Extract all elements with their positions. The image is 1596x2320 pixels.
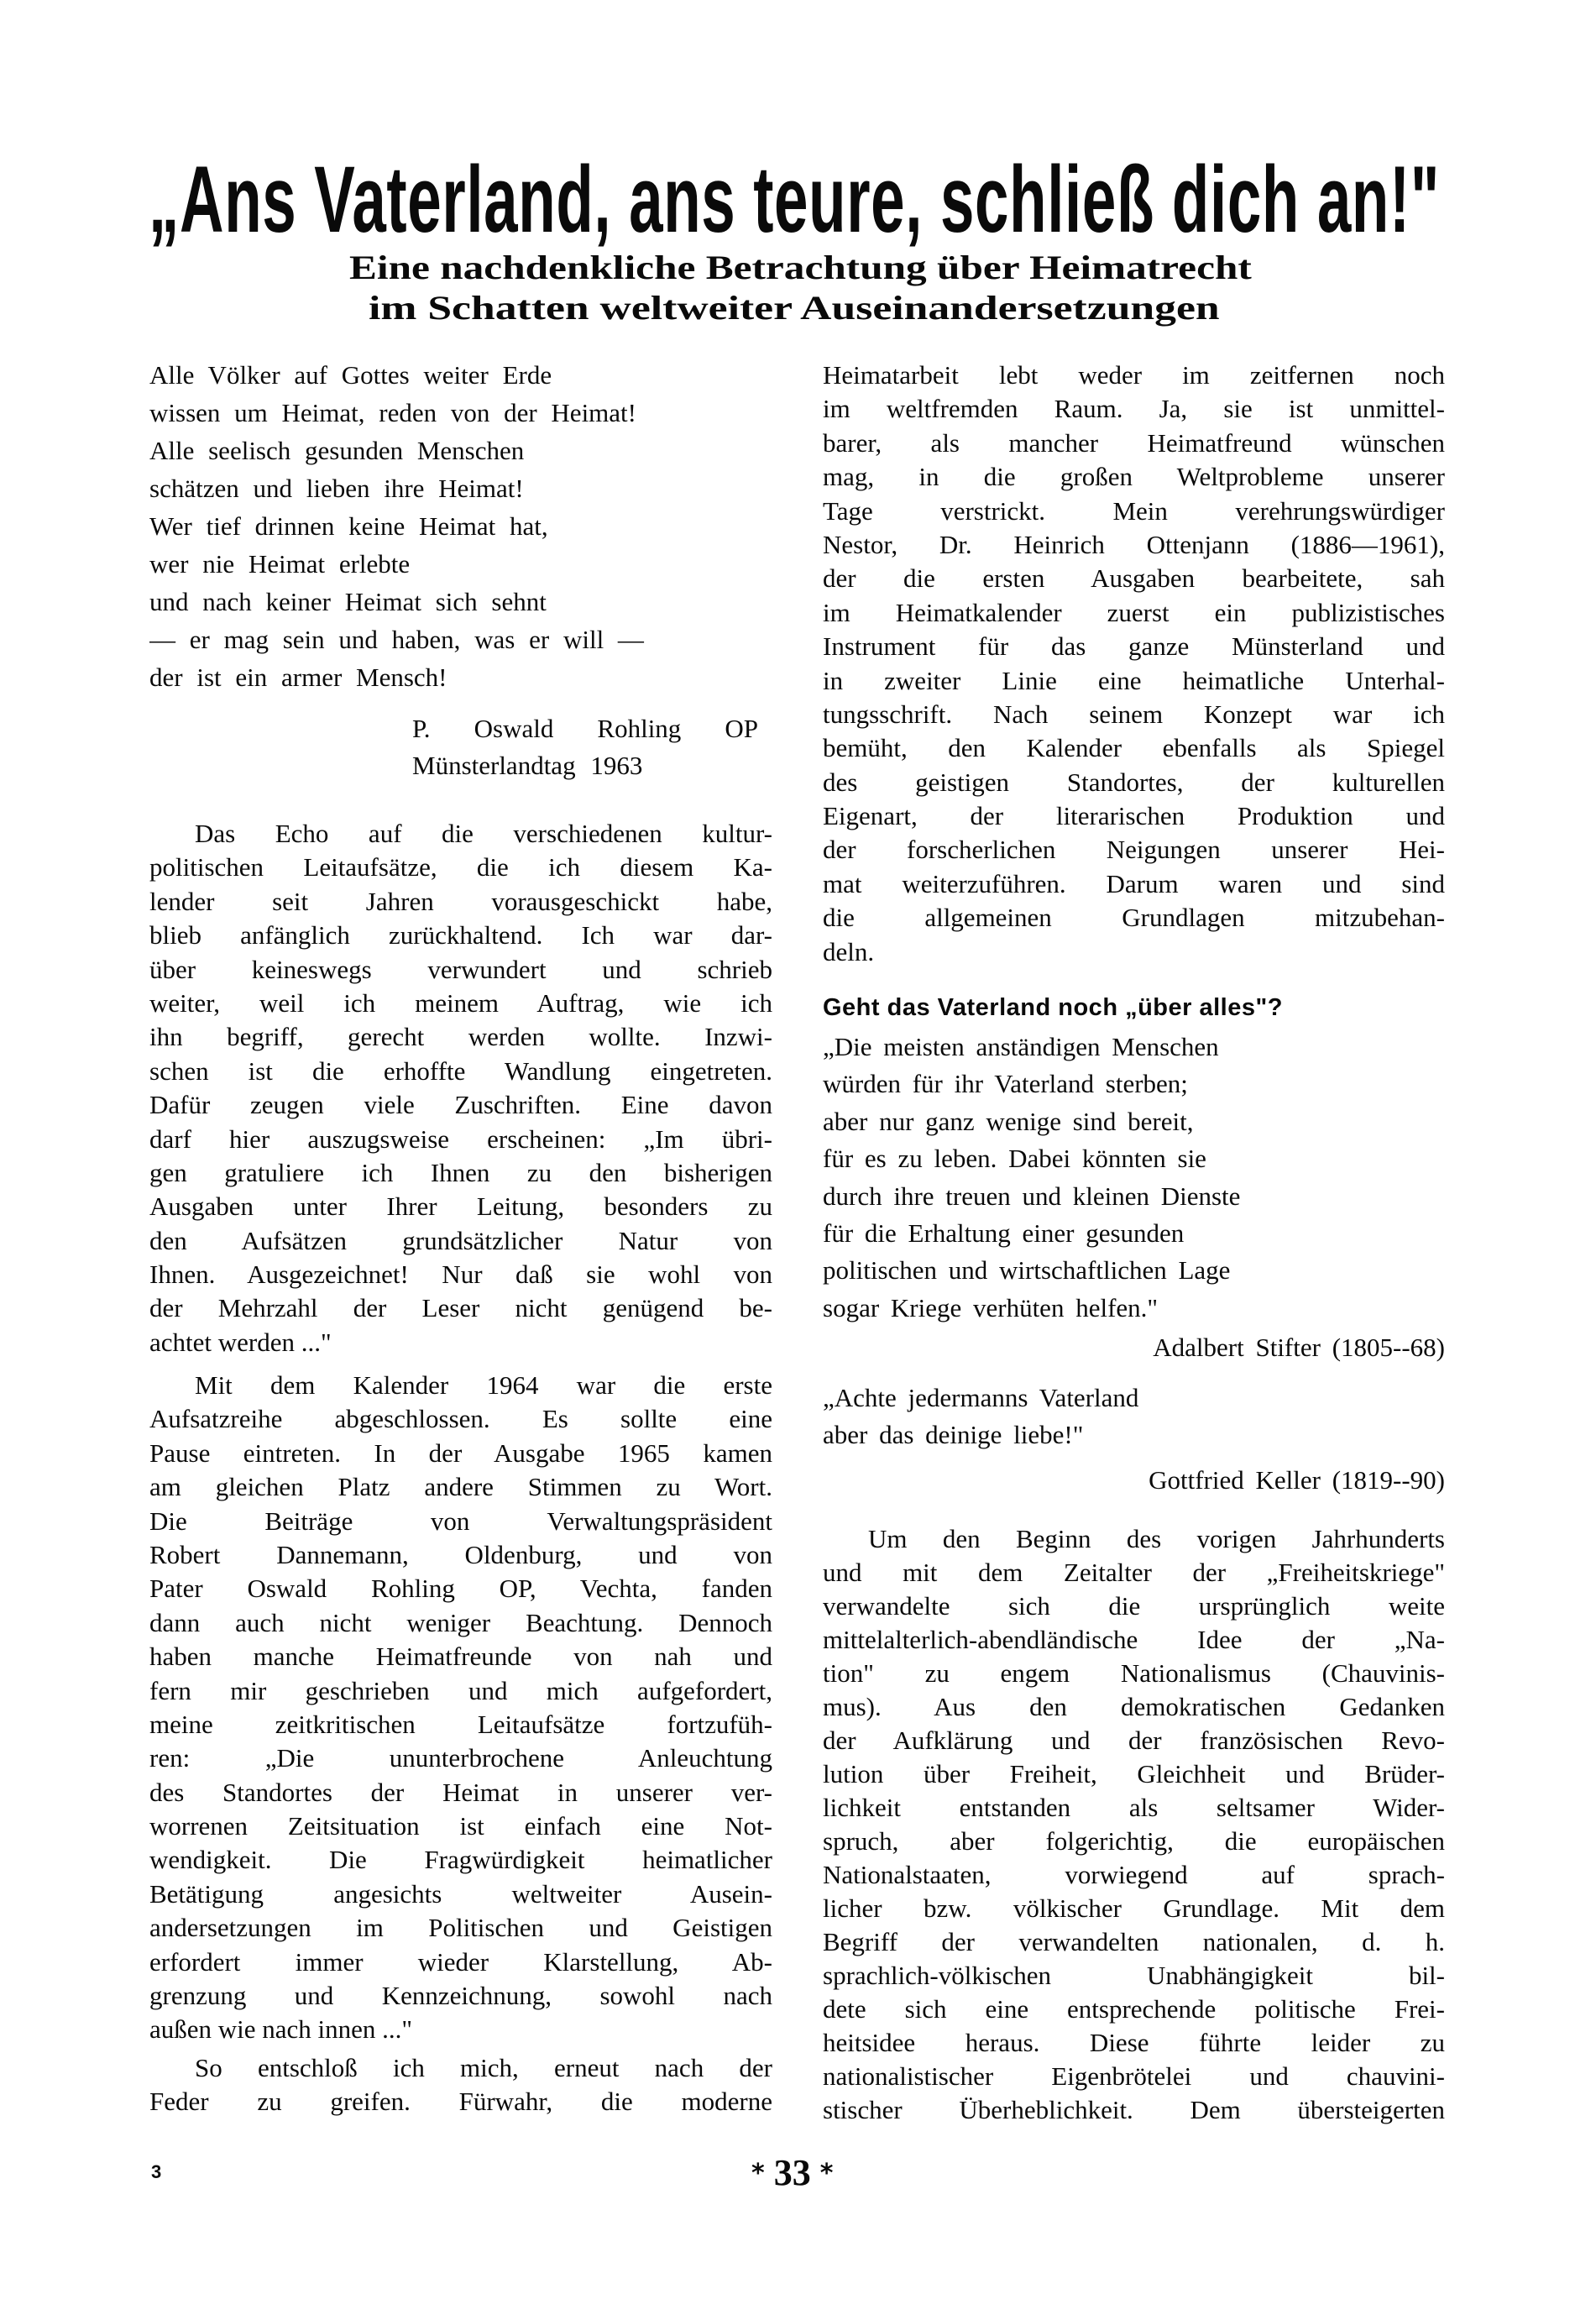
text-line: andersetzungen im Politischen und Geistigen [149,1913,772,1943]
text-line: Das Echo auf die verschiedenen kultur- [195,819,772,848]
poem-line: der ist ein armer Mensch! [149,662,447,692]
text-line: Um den Beginn des vorigen Jahrhunderts [868,1524,1445,1553]
text-line: nationalistischer Eigenbrötelei und chauvini- [823,2061,1445,2091]
text-line: Aufsatzreihe abgeschlossen. Es sollte eine [149,1404,772,1434]
paragraph-kalender-1964 [149,1369,772,2047]
text-line: lichkeit entstanden als seltsamer Wider- [823,1793,1445,1822]
text-line: blieb anfänglich zurückhaltend. Ich war dar- [149,920,772,951]
text-line: tungsschrift. Nach seinem Konzept war ich [823,699,1445,729]
quote-line: politischen und wirtschaftlichen Lage [823,1255,1231,1286]
article-subtitle-line-1: Eine nachdenkliche Betrachtung über Heimatrecht [349,249,1252,286]
quote-line: für die Erhaltung einer gesunden [823,1218,1185,1248]
text-line: und mit dem Zeitalter der „Freiheitskriege" [823,1558,1445,1587]
signature-mark: 3 [151,2161,162,2182]
opening-poem [149,356,772,696]
poem-author: P. Oswald Rohling OP [412,714,758,743]
article-subtitle-line-2: im Schatten weltweiter Auseinandersetzungen [369,289,1220,327]
text-line: ihn begriff, gerecht werden wollte. Inzwi- [149,1022,772,1052]
text-line: Dafür zeugen viele Zuschriften. Eine davon [149,1090,772,1120]
text-line: mag, in die großen Weltprobleme unserer [823,462,1445,492]
text-line: haben manche Heimatfreunde von nah und [149,1642,772,1672]
text-line: der die ersten Ausgaben bearbeitete, sah [823,563,1445,594]
text-line: gen gratuliere ich Ihnen zu den bisherigen [149,1157,772,1187]
text-line: mittelalterlich-abendländische Idee der „Na- [823,1625,1445,1654]
text-line: So entschloß ich mich, erneut nach der [195,2053,772,2082]
text-line: außen wie nach innen ..." [149,2014,413,2045]
quote-line: „Die meisten anständigen Menschen [823,1032,1219,1061]
text-line: mat weiterzuführen. Darum waren und sind [823,868,1445,898]
paragraph-um-den-beginn [823,1522,1445,2127]
text-line: spruch, aber folgerichtig, die europäischen [823,1826,1445,1856]
text-line: bemüht, den Kalender ebenfalls als Spiegel [823,733,1445,763]
quote-attribution-keller: Gottfried Keller (1819--90) [1149,1465,1445,1495]
quote-line: für es zu leben. Dabei könnten sie [823,1144,1206,1174]
text-line: Robert Dannemann, Oldenburg, und von [149,1539,772,1569]
quote-line: aber nur ganz wenige sind bereit, [823,1106,1194,1136]
text-line: Mit dem Kalender 1964 war die erste [195,1370,772,1400]
text-line: sprachlich-völkischen Unabhängigkeit bil- [823,1961,1445,1990]
text-line: Tage verstrickt. Mein verehrungswürdiger [823,495,1445,526]
text-line: am gleichen Platz andere Stimmen zu Wort. [149,1472,772,1502]
text-line: über keineswegs verwundert und schrieb [149,954,772,984]
text-line: Heimatarbeit lebt weder im zeitfernen noch [823,360,1445,390]
text-line: politischen Leitaufsätze, die ich diesem Ka- [149,852,772,882]
text-line: fern mir geschrieben und mich aufgefordert, [149,1675,772,1705]
text-line: in zweiter Linie eine heimatliche Unterhal- [823,665,1445,695]
text-line: Nestor, Dr. Heinrich Ottenjann (1886—1961), [823,529,1445,559]
text-line: Begriff der verwandelten nationalen, d. h. [823,1927,1445,1956]
quote-line: sogar Kriege verhüten helfen." [823,1292,1159,1322]
text-line: achtet werden ..." [149,1327,332,1357]
text-line: Instrument für das ganze Münsterland und [823,631,1445,662]
text-line: im weltfremden Raum. Ja, sie ist unmittel- [823,394,1445,424]
page-number-value: 33 [773,2152,811,2193]
text-line: wendigkeit. Die Fragwürdigkeit heimatlicher [149,1845,772,1875]
text-line: Die Beiträge von Verwaltungspräsident [149,1506,772,1536]
text-line: der Aufklärung und der französischen Revo- [823,1726,1445,1755]
quote-line: aber das deinige liebe!" [823,1420,1084,1450]
text-line: erfordert immer wieder Klarstellung, Ab- [149,1946,772,1977]
article-title: „Ans Vaterland, ans teure, schließ dich an!" [149,147,1440,252]
text-line: worrenen Zeitsituation ist einfach eine Not- [149,1811,772,1841]
text-line: grenzung und Kennzeichnung, sowohl nach [149,1981,772,2011]
poem-line: wer nie Heimat erlebte [149,549,411,579]
quote-keller [823,1380,1445,1454]
poem-line: Wer tief drinnen keine Heimat hat, [149,511,548,541]
text-line: stischer Überheblichkeit. Dem übersteigerten [823,2095,1445,2124]
text-line: heitsidee heraus. Diese führte leider zu [823,2028,1445,2057]
poem-line: wissen um Heimat, reden von der Heimat! [149,398,636,427]
text-line: meine zeitkritischen Leitaufsätze fortzufüh- [149,1709,772,1739]
text-line: darf hier auszugsweise erscheinen: „Im übri- [149,1123,772,1154]
quote-stifter [823,1029,1445,1327]
quote-line: „Achte jedermanns Vaterland [823,1383,1139,1412]
text-line: lution über Freiheit, Gleichheit und Brüder- [823,1759,1445,1788]
text-line: des Standortes der Heimat in unserer ver- [149,1777,772,1807]
text-line: lender seit Jahren vorausgeschickt habe, [149,886,772,916]
text-line: Ihnen. Ausgezeichnet! Nur daß sie wohl von [149,1260,772,1290]
poem-line: Alle seelisch gesunden Menschen [149,436,525,465]
text-line: Ausgaben unter Ihrer Leitung, besonders zu [149,1191,772,1222]
text-line: den Aufsätzen grundsätzlicher Natur von [149,1225,772,1255]
text-line: der Mehrzahl der Leser nicht genügend be- [149,1293,772,1323]
text-line: licher bzw. völkischer Grundlage. Mit dem [823,1893,1445,1923]
poem-line: schätzen und lieben ihre Heimat! [149,474,524,503]
text-line: dann auch nicht weniger Beachtung. Dennoch [149,1607,772,1637]
text-line: barer, als mancher Heimatfreund wünschen [823,427,1445,458]
text-line: deln. [823,936,875,966]
quote-line: durch ihre treuen und kleinen Dienste [823,1181,1241,1211]
text-line: Feder zu greifen. Fürwahr, die moderne [149,2087,772,2117]
text-line: Pater Oswald Rohling OP, Vechta, fanden [149,1574,772,1604]
star-icon: * [751,2159,765,2188]
section-heading: Geht das Vaterland noch „über alles"? [823,994,1283,1021]
paragraph-echo [149,817,772,1359]
text-line: Pause eintreten. In der Ausgabe 1965 kamen [149,1438,772,1468]
text-line: die allgemeinen Grundlagen mitzubehan- [823,903,1445,933]
poem-attribution [412,710,758,784]
text-line: tion" zu engem Nationalismus (Chauvinis- [823,1658,1445,1688]
text-line: schen ist die erhoffte Wandlung eingetreten. [149,1055,772,1086]
page-number [751,2151,833,2194]
text-line: des geistigen Standortes, der kulturellen [823,767,1445,797]
quote-line: würden für ihr Vaterland sterben; [823,1069,1188,1099]
poem-line: Alle Völker auf Gottes weiter Erde [149,360,552,390]
quote-attribution-stifter: Adalbert Stifter (1805--68) [1153,1333,1445,1362]
text-line: Nationalstaaten, vorwiegend auf sprach- [823,1860,1445,1889]
poem-source: Münsterlandtag 1963 [412,751,643,780]
text-line: dete sich eine entsprechende politische Frei- [823,1994,1445,2024]
star-icon: * [819,2159,834,2188]
text-line: mus). Aus den demokratischen Gedanken [823,1692,1445,1721]
text-line: im Heimatkalender zuerst ein publizistisches [823,597,1445,627]
paragraph-so-entschloss [149,2051,772,2119]
text-line: Betätigung angesichts weltweiter Ausein- [149,1878,772,1909]
text-line: ren: „Die ununterbrochene Anleuchtung [149,1743,772,1773]
text-line: der forscherlichen Neigungen unserer Hei- [823,835,1445,865]
poem-line: und nach keiner Heimat sich sehnt [149,587,547,616]
poem-line: — er mag sein und haben, was er will — [149,625,644,654]
text-line: weiter, weil ich meinem Auftrag, wie ich [149,987,772,1018]
paragraph-heimatarbeit [823,359,1445,969]
text-line: Eigenart, der literarischen Produktion und [823,801,1445,831]
text-line: verwandelte sich die ursprünglich weite [823,1591,1445,1621]
